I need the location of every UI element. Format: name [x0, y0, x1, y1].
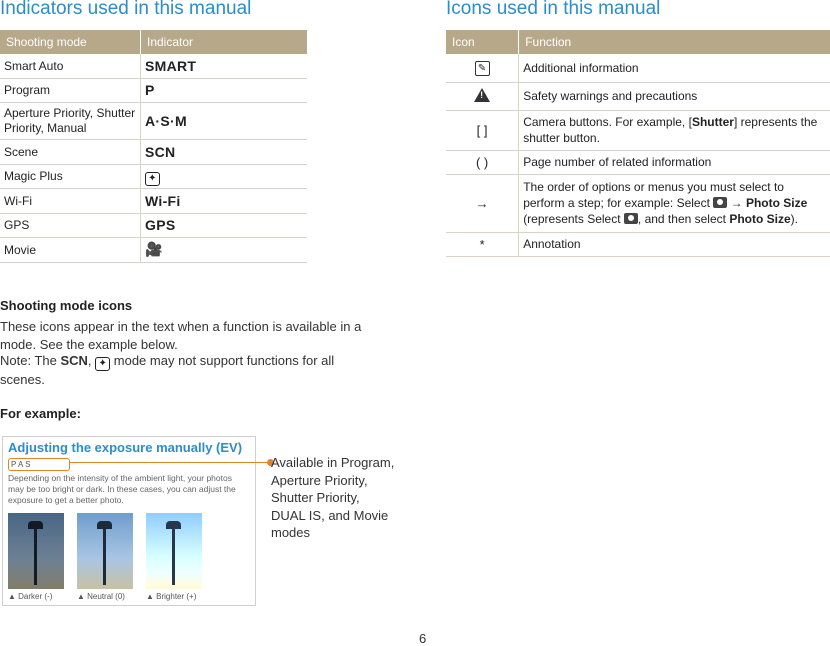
function-text: (represents Select — [523, 212, 624, 226]
movie-icon: 🎥 — [145, 241, 163, 258]
callout-line — [70, 462, 270, 463]
shooting-mode-icons-text: These icons appear in the text when a function is available in a mode. See the example below. — [0, 319, 362, 352]
caption-darker: ▲ Darker (-) — [8, 592, 53, 601]
example-text: Depending on the intensity of the ambient light, your photos may be too bright or dark. In these cases, you can adjust the exposure to get a better photo. — [8, 473, 236, 505]
mode-cell: Smart Auto — [0, 54, 141, 78]
col-header-indicator: Indicator — [141, 30, 308, 54]
table-row — [446, 82, 830, 110]
photo-brighter — [146, 513, 202, 589]
table-row — [0, 78, 307, 103]
function-text: , and then select — [637, 212, 730, 226]
table-header-row — [446, 30, 830, 54]
shooting-mode-icons-heading: Shooting mode icons — [0, 298, 133, 313]
mode-cell: Aperture Priority, Shutter Priority, Manual — [0, 103, 141, 140]
col-header-icon: Icon — [446, 30, 519, 54]
shooting-mode-note: Note: The SCN, ✦ mode may not support functions for all scenes. — [0, 353, 335, 387]
function-cell: Additional information — [519, 54, 830, 82]
function-text: The order of options or menus you must select to perform a step; for example: Select — [523, 180, 784, 210]
camera-icon — [624, 213, 638, 224]
indicator-cell: SMART — [141, 54, 308, 78]
icon-cell: * — [446, 232, 519, 256]
indicator-cell — [141, 238, 308, 263]
for-example-heading: For example: — [0, 406, 81, 421]
function-cell — [519, 110, 830, 150]
col-header-shooting-mode: Shooting mode — [0, 30, 141, 54]
example-mode-icon-text: P A S — [11, 460, 31, 469]
photo-size-bold: Photo Size — [745, 196, 808, 210]
icon-cell — [446, 54, 519, 82]
indicator-cell: GPS — [141, 213, 308, 238]
indicator-cell: Wi-Fi — [141, 189, 308, 214]
indicator-cell: P — [141, 78, 308, 103]
mode-cell: Magic Plus — [0, 164, 141, 189]
function-text: Camera buttons. For example, [ — [523, 115, 692, 129]
table-row — [446, 54, 830, 82]
indicator-cell: A·S·M — [141, 103, 308, 140]
mode-cell: Wi-Fi — [0, 189, 141, 214]
table-row — [446, 110, 830, 150]
callout-text: Available in Program, Aperture Priority, Shutter Priority, DUAL IS, and Movie modes — [271, 455, 395, 540]
note-suffix: mode may not support functions for all scenes. — [0, 353, 335, 387]
function-cell: Page number of related information — [519, 150, 830, 174]
arrow-text: → — [727, 196, 746, 210]
table-row — [446, 174, 830, 232]
table-row — [0, 103, 307, 140]
photo-neutral — [77, 513, 133, 589]
mode-cell: Scene — [0, 140, 141, 165]
indicators-title: Indicators used in this manual — [0, 0, 252, 19]
mode-cell: GPS — [0, 213, 141, 238]
table-header-row — [0, 30, 307, 54]
photo-size-bold: Photo Size — [729, 212, 791, 226]
table-row — [0, 164, 307, 189]
table-row — [446, 150, 830, 174]
icon-cell — [446, 82, 519, 110]
function-text: ] represents the shutter button. — [523, 115, 818, 145]
indicators-table — [0, 30, 307, 263]
col-header-function: Function — [519, 30, 830, 54]
caption-brighter: ▲ Brighter (+) — [146, 592, 197, 601]
magic-plus-icon: ✦ — [95, 357, 110, 371]
function-cell: Annotation — [519, 232, 830, 256]
shutter-bold: Shutter — [691, 115, 734, 129]
function-cell — [519, 174, 830, 232]
table-row — [0, 140, 307, 165]
function-text: ). — [790, 212, 798, 226]
icons-title: Icons used in this manual — [446, 0, 661, 19]
caption-neutral: ▲ Neutral (0) — [77, 592, 125, 601]
note-icon: ✎ — [475, 61, 490, 76]
icon-cell: [ ] — [446, 110, 519, 150]
indicator-cell — [141, 164, 308, 189]
icon-cell: ( ) — [446, 150, 519, 174]
lamp-pole — [103, 525, 106, 585]
function-cell: Safety warnings and precautions — [519, 82, 830, 110]
note-prefix: Note: The — [0, 353, 61, 368]
example-title: Adjusting the exposure manually (EV) — [8, 440, 243, 455]
icon-cell: → — [446, 174, 519, 232]
table-row — [0, 238, 307, 263]
lamp-pole — [34, 525, 37, 585]
table-row — [0, 189, 307, 214]
mode-cell: Movie — [0, 238, 141, 263]
indicator-cell: SCN — [141, 140, 308, 165]
magic-plus-icon: ✦ — [145, 172, 160, 186]
example-mode-icons — [8, 458, 70, 471]
table-row — [446, 232, 830, 256]
table-row — [0, 213, 307, 238]
page-number: 6 — [419, 631, 427, 646]
lamp-pole — [172, 525, 175, 585]
table-row — [0, 54, 307, 78]
mode-cell: Program — [0, 78, 141, 103]
camera-icon — [713, 197, 727, 208]
scn-indicator: SCN — [60, 353, 88, 368]
photo-darker — [8, 513, 64, 589]
icons-table — [446, 30, 830, 257]
warning-icon — [474, 88, 490, 102]
